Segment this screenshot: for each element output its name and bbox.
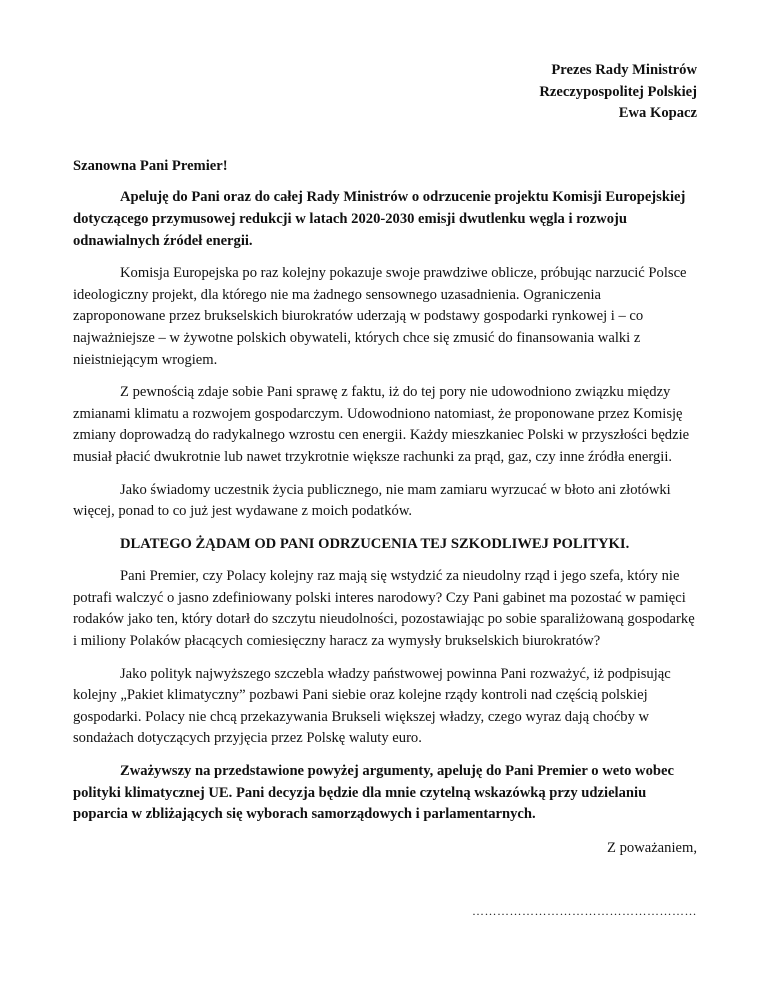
signature-line: ………………………………………………: [472, 904, 697, 919]
paragraph-climate-economy: Z pewnością zdaje sobie Pani sprawę z faktu, iż do tej pory nie udowodniono związku między zmianami klimatu a rozwojem gospodarczym. Udowodniono natomiast, że proponowane przez Komisję zmiany doprowadzą do radykalnego wzrostu cen energii. Każdy mieszkaniec Polski w przyszłości będzie musiał płacić dwukrotnie lub nawet trzykrotnie większe rachunki za prąd, gaz, czy inne źródła energii.: [73, 384, 690, 465]
closing: Z poważaniem,: [607, 839, 697, 856]
recipient-name: Ewa Kopacz: [618, 105, 697, 122]
greeting: Szanowna Pani Premier!: [73, 157, 228, 174]
paragraph-appeal: Apeluję do Pani oraz do całej Rady Ministrów o odrzucenie projektu Komisji Europejskiej dotyczącego przymusowej redukcji w latach 2020-2030 emisji dwutlenku węgla i rozwoju odnawialnych źródeł energii.: [73, 189, 686, 249]
recipient-title: Prezes Rady Ministrów: [551, 62, 697, 78]
letter-page: [73, 60, 697, 923]
paragraph-conclusion: Zważywszy na przedstawione powyżej argumenty, apeluję do Pani Premier o weto wobec polityki klimatycznej UE. Pani decyzja będzie dla mnie czytelną wskazówką przy udzielaniu poparcia w zbliżających się wyborach samorządowych i parlamentarnych.: [73, 763, 674, 823]
paragraph-taxes: Jako świadomy uczestnik życia publicznego, nie mam zamiaru wyrzucać w błoto ani złotówki więcej, ponad to co już jest wydawane z moich podatków.: [73, 481, 671, 520]
recipient-block: [73, 60, 697, 125]
paragraph-climate-package: Jako polityk najwyższego szczebla władzy państwowej powinna Pani rozważyć, iż podpisując kolejny „Pakiet klimatyczny” pozbawi Pani siebie oraz kolejne rządy kontroli nad częścią polskiej gospodarki. Polacy nie chcą przekazywania Brukseli większej władzy, czego wyraz dają choćby w sondażach dotyczących przyjęcia przez Polskę waluty euro.: [73, 665, 671, 747]
paragraph-demand: DLATEGO ŻĄDAM OD PANI ODRZUCENIA TEJ SZKODLIWEJ POLITYKI.: [120, 535, 630, 552]
paragraph-question: Pani Premier, czy Polacy kolejny raz mają się wstydzić za nieudolny rząd i jego szefa, który nie potrafi walczyć o jasno zdefiniowany polski interes narodowy? Czy Pani gabinet ma pozostać w pamięci rodaków jako ten, który dotarł do szczytu nieudolności, pozostawiając po sobie sparaliżowaną gospodarkę i miliony Polaków płacących comiesięczny haracz za wymysły brukselskich biurokratów?: [73, 568, 695, 650]
paragraph-commission: Komisja Europejska po raz kolejny pokazuje swoje prawdziwe oblicze, próbując narzucić Polsce ideologiczny projekt, dla którego nie ma żadnego sensownego uzasadnienia. Ograniczenia zaproponowane przez brukselskich biurokratów uderzają w podstawy gospodarki rynkowej i – co najważniejsze – w żywotne polskich obywateli, których chce się zmusić do finansowania walki z nieistniejącym wrogiem.: [73, 265, 687, 368]
recipient-country: Rzeczypospolitej Polskiej: [539, 83, 697, 100]
